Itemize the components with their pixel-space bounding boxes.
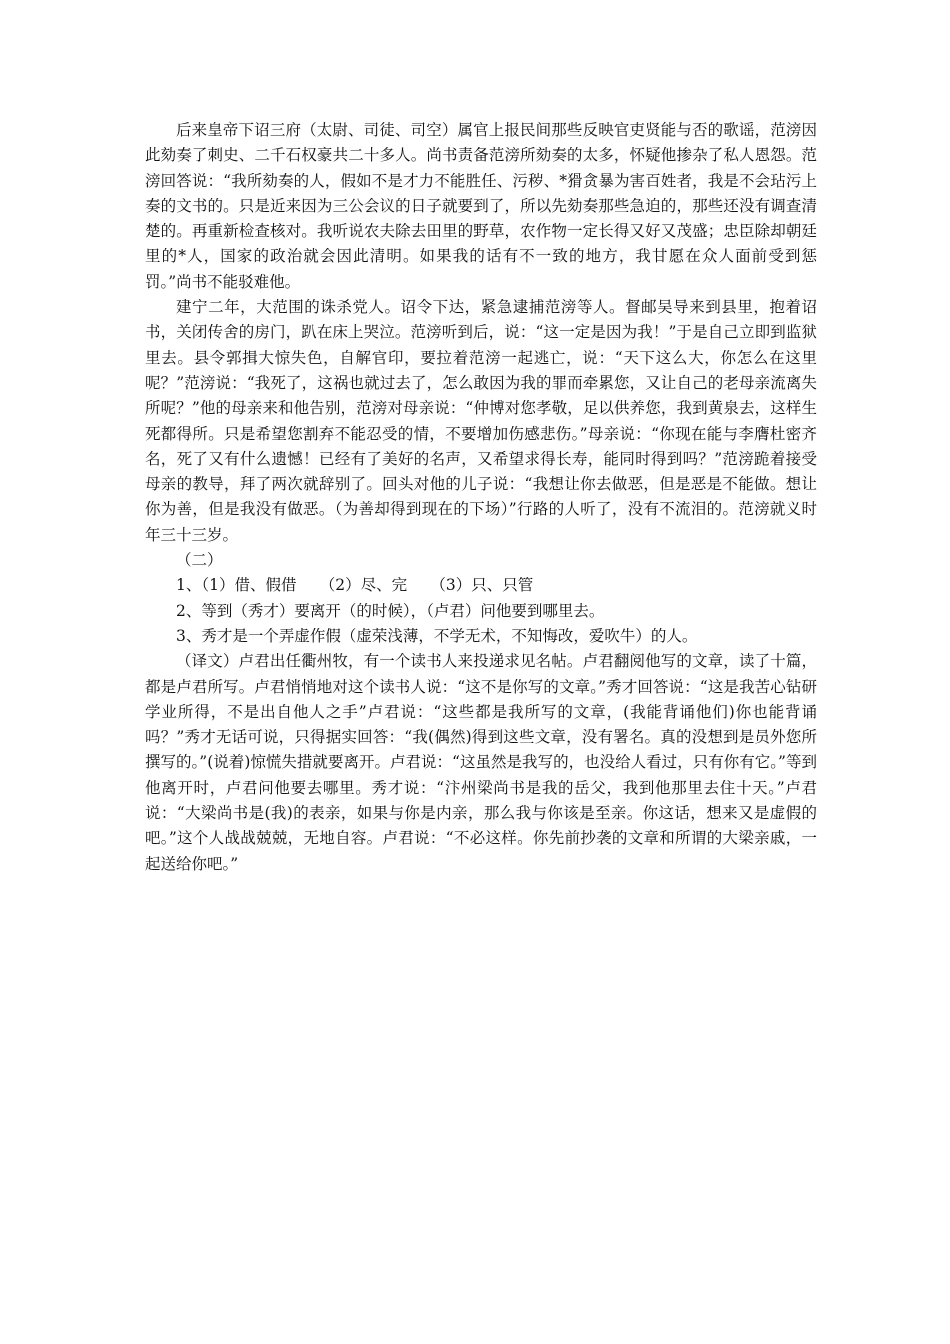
answer-item-3: 3、秀才是一个弄虚作假（虚荣浅薄，不学无术，不知悔改，爱吹牛）的人。 [176,626,698,645]
paragraph-fan-pang-impeachment: 后来皇帝下诏三府（太尉、司徒、司空）属官上报民间那些反映官吏贤能与否的歌谣，范滂因此劾奏了刺史、二千石权豪共二十多人。尚书责备范滂所劾奏的太多，怀疑他掺杂了私人恩怨。范滂回答说：“我所劾奏的人，假如不是才力不能胜任、污秽、*猾贪暴为害百姓者，我是不会玷污上奏的文书的。只是近来因为三公会议的日子就要到了，所以先劾奏那些急迫的，那些还没有调查清楚的。再重新检查核对。我听说农夫除去田里的野草，农作物一定长得又好又茂盛；忠臣除却朝廷里的*人，国家的政治就会因此清明。如果我的话有不一致的地方，我甘愿在众人面前受到惩罚。”尚书不能驳难他。 [145,121,817,291]
answer-item-1: 1、（1）借、假借 （2）尽、完 （3）只、只管 [176,576,534,595]
paragraph-translation: （译文）卢君出任衢州牧，有一个读书人来投递求见名帖。卢君翻阅他写的文章，读了十篇，都是卢君所写。卢君悄悄地对这个读书人说：“这不是你写的文章。”秀才回答说：“这是我苦心钻研学业所得，不是出自他人之手”卢君说：“这些都是我所写的文章，(我能背诵他们)你也能背诵吗？”秀才无话可说，只得据实回答：“我(偶然)得到这些文章，没有署名。真的没想到是员外您所撰写的。”(说着)惊慌失措就要离开。卢君说：“这虽然是我写的，也没给人看过，只有你有它。”等到他离开时，卢君问他要去哪里。秀才说：“汴州梁尚书是我的岳父，我到他那里去住十天。”卢君说：“大梁尚书是(我)的表亲，如果与你是内亲，那么我与你该是至亲。你这话，想来又是虚假的吧。”这个人战战兢兢，无地自容。卢君说：“不必这样。你先前抄袭的文章和所谓的大梁亲戚，一起送给你吧。” [145,652,817,873]
answer-item-2: 2、等到（秀才）要离开（的时候），（卢君）问他要到哪里去。 [176,601,605,620]
section-heading-two: （二） [176,551,223,570]
document-body [145,118,817,877]
paragraph-jianning-purge: 建宁二年，大范围的诛杀党人。诏令下达，紧急逮捕范滂等人。督邮吴导来到县里，抱着诏书，关闭传舍的房门，趴在床上哭泣。范滂听到后，说：“这一定是因为我！”于是自己立即到监狱里去。县令郭揖大惊失色，自解官印，要拉着范滂一起逃亡，说：“天下这么大，你怎么在这里呢？”范滂说：“我死了，这祸也就过去了，怎么敢因为我的罪而牵累您，又让自己的老母亲流离失所呢？”他的母亲来和他告别，范滂对母亲说：“仲博对您孝敬，足以供养您，我到黄泉去，这样生死都得所。只是希望您割弃不能忍受的情，不要增加伤感悲伤。”母亲说：“你现在能与李膺杜密齐名，死了又有什么遗憾！已经有了美好的名声，又希望求得长寿，能同时得到吗？”范滂跪着接受母亲的教导，拜了两次就辞别了。回头对他的儿子说：“我想让你去做恶，但是恶是不能做。想让你为善，但是我没有做恶。（为善却得到现在的下场）”行路的人听了，没有不流泪的。范滂就义时年三十三岁。 [145,298,817,544]
